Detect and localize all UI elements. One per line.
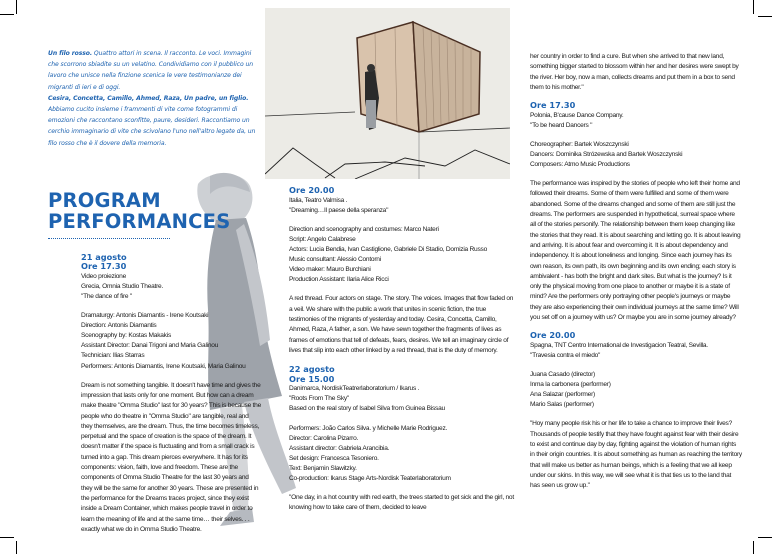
event-info-line: Grecia, Omnia Studio Theatre. — [81, 282, 164, 290]
event-title: "Dreaming…Il paese della speranza" — [289, 206, 389, 214]
credit-line: Assistant Director: Danai Trigoni and Maria Galinou — [81, 342, 219, 350]
credit-line: Direction and scenography and costumes: Marco Nateri — [289, 225, 439, 233]
left-column — [48, 48, 261, 535]
event-info-line: Spagna, TNT Centro International de Investigacion Teatral, Sevilla. — [530, 341, 708, 349]
credit-line: Juana Casado (director) — [530, 371, 595, 378]
event-time: Ore 15.00 — [289, 373, 335, 384]
crop-mark-bottom-left-h — [0, 537, 14, 538]
credit-line: Scenography by: Kostas Makakis — [81, 332, 171, 340]
event-22-agosto-1730 — [530, 101, 742, 323]
event-title: "To be heard Dancers " — [530, 121, 593, 129]
credit-line: Mario Salas (performer) — [530, 401, 594, 409]
credit-line: Direction: Antonis Diamantis — [81, 322, 157, 330]
event-description: Dream is not something tangible. It doesn't have time and gives the impression that lasts only for one moment. But how can a dream make theatre "Omma Studio" last for 30 years? This is because the people who do theatre in "Omma Studio" are tangible, real and they themselves, are the dream. Thus, the time becomes timeless, perpetual and the space of creation is the space of the dream. It doesn't matter if the space is fluctuating and from a small crack is turned into a gap. This dream pierces everywhere. It has for its components: vision, faith, love and freedom. These are the components of Omma Studio Theatre for the last 30 years and they will be the same for another 30 years. These are presented in the performance for the Dreams traces project, since they exist inside a Dream Container, which makes people travel in order to learn the meaning of life and at the same time… their selves. . . exactly what we do in Omma Studio Theatre. — [81, 381, 261, 533]
event-21-agosto-2000 — [289, 186, 517, 356]
credit-line: Dancers: Dominika Strózewska and Bartek Woszczynski — [530, 150, 683, 158]
event-description: The performance was inspired by the stories of people who left their home and followed their dreams. Some of them were fulfilled and some of them were abandoned. Some of the dreams changed and some of them are still just the dreams. The performers are suspended in hypothetical, surreal space where all of the stories personify. The relationship between them keep changing like the stories that they read. It is about searching and letting go. It is about leaving and arriving. It is about fear and overcoming it. It is about dependency and independency. It is about loneliness and longing. Since each journey has its own reason, its own path, its own beginning and its own ending; each story is ambivalent - has both the bright and dark sites. But what is the journey? Is it only the physical moving from one place to another or maybe it is a state of mind? Are the performers only portraying other people's journeys or maybe they are also experiencing their own individual journeys at the same time? Will you set off on a journey with us? Or maybe you are in some journey already? — [530, 180, 741, 322]
credit-line: Director: Carolina Pizarro. — [289, 434, 359, 442]
middle-column — [289, 186, 517, 514]
event-info-line: Polonia, B'cause Dance Company. — [530, 111, 624, 119]
crop-mark-top-left-h — [0, 14, 14, 15]
event-21-agosto-1730 — [81, 253, 261, 535]
photo-person-legs — [366, 100, 376, 128]
credit-line: Inma la carbonera (performer) — [530, 381, 611, 389]
credit-line: Composers: Atmo Music Productions — [530, 161, 630, 169]
credit-line: Music consultant: Alessio Contorni — [289, 256, 381, 264]
event-time: Ore 20.00 — [530, 330, 576, 341]
event-title: "Travesia contra el miedo" — [530, 351, 601, 359]
event-date: 22 agosto — [289, 364, 335, 375]
crop-mark-top-right-v — [753, 0, 754, 14]
page-title-line-1: PROGRAM — [48, 188, 161, 212]
event-description: "Hoy many people risk his or her life to take a chance to improve their lives? Thousands of people testify that they have fought against fear with their desire to exist and continue day by day, fighting against the violation of human rights in their origin countries. It is about something as human as reaching the territory that will make us better as human beings, which is a feeling that we all keep under our skins. In this way, we will see what it is that ties us to the land that has seen us grow up." — [530, 420, 742, 490]
credit-line: Co-production: Ikarus Stage Arts-Nordisk Teaterlaboratorium — [289, 474, 451, 482]
event-time: Ore 17.30 — [81, 261, 127, 272]
intro-paragraph — [48, 48, 258, 149]
credit-line: Production Assistant: Ilaria Alice Ricci — [289, 276, 389, 284]
intro-second-bold: Cesira, Concetta, Camillo, Ahmed, Raza, Un padre, un figlio. — [48, 94, 249, 102]
event-info-line: Based on the real story of Isabel Silva from Guinea Bissau — [289, 405, 445, 413]
event-title: "Roots From The Sky" — [289, 395, 350, 403]
event-info-line: Danimarca, NordiskTeatrerlaboratorium / Ikarus . — [289, 385, 420, 393]
credit-line: Video maker: Mauro Burchiani — [289, 266, 371, 274]
credit-line: Performers: João Carlos Silva. y Michelle Marie Rodriguez. — [289, 424, 448, 432]
event-time: Ore 17.30 — [530, 100, 576, 111]
page-title — [48, 190, 258, 232]
intro-second-text: Abbiamo cucito insieme i frammenti di vite come fotogrammi di emozioni che raccontano sconfitte, paure, desideri. Raccontiamo un cerchio immaginario di vite che scivolano l'uno nell'altro legate da, un filo rosso che è il dovere della memoria. — [48, 106, 256, 147]
credit-line: Dramaturgy: Antonis Diamantis - Irene Koutsaki — [81, 312, 209, 320]
event-22-agosto-1500 — [289, 365, 517, 513]
crop-mark-bottom-right-h — [758, 537, 772, 538]
credit-line: Text: Benjamin Slawitzky. — [289, 464, 357, 472]
photo-person-head — [367, 64, 375, 72]
credit-line: Ana Salazar (performer) — [530, 391, 595, 399]
crop-mark-bottom-right-v — [753, 541, 754, 554]
event-info-line: Video proiezione — [81, 272, 127, 280]
container-stage-photo — [265, 8, 510, 179]
event-description: A red thread. Four actors on stage. The story. The voices. Images that flow faded on a veil. We share with the public a work that unites in scenic fiction, the true testimonies of the migrants of yesterday and today. Cesira, Concetta, Camillo, Ahmed, Raza, A father, a son. We have sewn together the fragments of lives as frames of emotions that tell of defeats, fears, desires. We tell an imaginary circle of lives that slip into each other linked by a red thread, that is the duty of memory. — [289, 295, 514, 354]
credit-line: Assistant director: Gabriela Arancibia. — [289, 444, 390, 452]
credit-line: Set design: Francesca Tesoniero. — [289, 454, 379, 462]
crop-mark-top-right-h — [758, 16, 772, 17]
crop-mark-top-left-v — [16, 0, 17, 14]
credit-line: Technician: Ilias Starras — [81, 352, 145, 360]
dotted-divider — [48, 238, 170, 239]
intro-lead-text: Quattro attori in scena. Il racconto. Le voci. Immagini che scorrono sbiadite su un velatino. Condividiamo con il pubblico un lavoro che unisce nella finzione scenica le vere testimonianze dei migranti di ieri e di oggi. — [48, 50, 253, 91]
event-22-agosto-2000 — [530, 331, 742, 491]
intro-lead-bold: Un filo rosso. — [48, 50, 93, 57]
credit-line: Script: Angelo Calabrese — [289, 235, 356, 243]
right-column — [530, 52, 742, 491]
credit-line: Choreographer: Bartek Woszczynski — [530, 140, 629, 148]
event-info-line: Italia, Teatro Valmisa . — [289, 196, 348, 204]
event-time: Ore 20.00 — [289, 185, 335, 195]
page-title-line-2: PERFORMANCES — [48, 209, 231, 233]
event-description-part-1: "One day, in a hot country with red earth, the trees started to get sick and the girl, not knowing how to take care of them, decided to leave — [289, 494, 514, 512]
event-title: "The dance of fire " — [81, 293, 132, 301]
credit-line: Performers: Antonis Diamantis, Irene Koutsaki, Maria Galinou — [81, 362, 246, 370]
crop-mark-bottom-left-v — [16, 541, 17, 554]
event-date: 21 agosto — [81, 251, 127, 262]
credit-line: Actors: Lucia Bendia, Ivan Castiglione, Gabriele Di Stadio, Domizia Russo — [289, 245, 487, 253]
event-description-part-2: her country in order to find a cure. But when she arrived to that new land, something bigger started to blossom within her and her desires were swept by the river. Her boy, now a man, collects dreams and put them in a box to send them to his mother." — [530, 53, 739, 91]
